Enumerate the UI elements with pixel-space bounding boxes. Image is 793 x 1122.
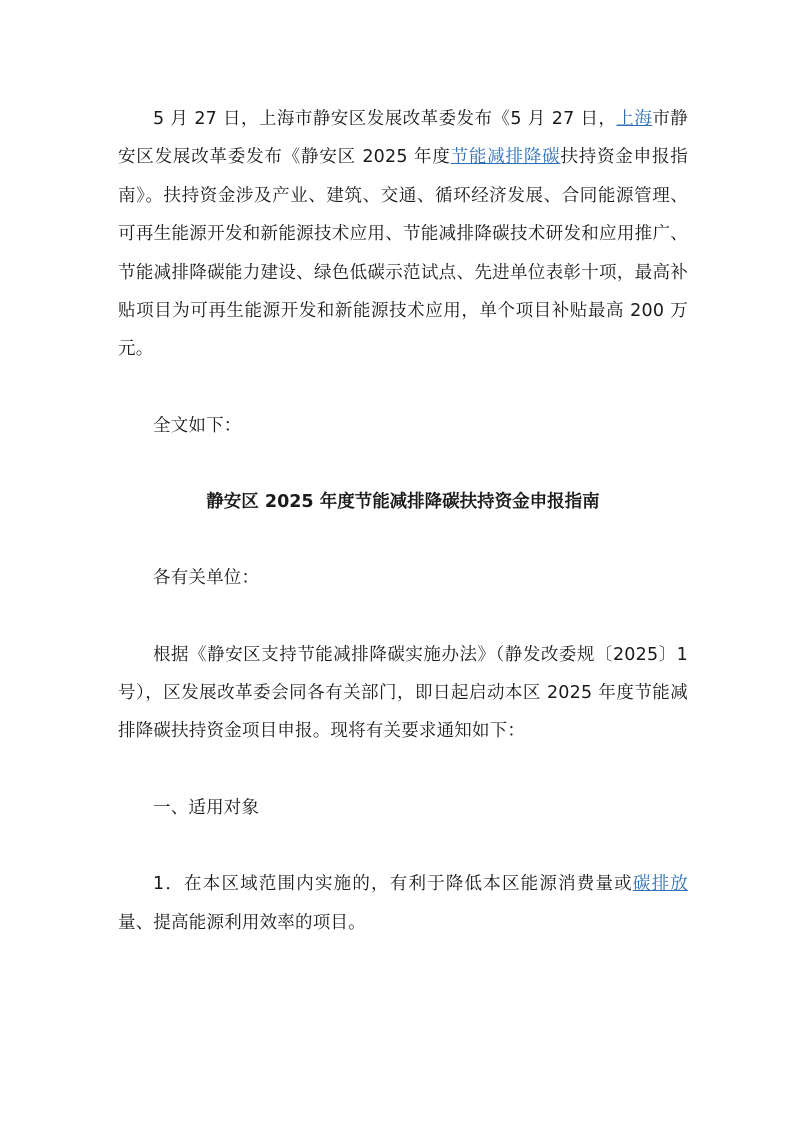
section-heading-1: 一、适用对象 <box>153 797 260 818</box>
spacer <box>118 521 688 559</box>
spacer <box>118 369 688 407</box>
link-shanghai[interactable]: 上海 <box>616 109 653 129</box>
list-item-1 <box>118 865 688 942</box>
spacer <box>118 445 688 483</box>
link-carbon-emission[interactable]: 碳排放 <box>632 874 688 895</box>
spacer <box>118 751 688 789</box>
link-energy-saving[interactable]: 节能减排降碳 <box>450 147 561 168</box>
intro-paragraph <box>118 100 688 369</box>
intro-text-a: 5 月 27 日，上海市静安区发展改革委发布《5 月 27 日， <box>153 109 617 129</box>
salutation: 各有关单位： <box>153 568 260 589</box>
spacer <box>118 827 688 865</box>
intro-text-c: 扶持资金申报指南》。扶持资金涉及产业、建筑、交通、循环经济发展、合同能源管理、可再生能源开发和新能源技术应用、节能减排降碳技术研发和应用推广、节能减排降碳能力建设、绿色低碳示范试点、先进单位表彰十项，最高补贴项目为可再生能源开发和新能源技术应用，单个项目补贴最高 200 万元。 <box>118 147 688 360</box>
intro-text-b: 市静安区发展改革委发布《静安区 2025 年度 <box>118 109 688 168</box>
document-page <box>118 100 688 942</box>
item1-text-b: 量、提高能源利用效率的项目。 <box>118 912 366 933</box>
item1-text-a: 1．在本区域范围内实施的，有利于降低本区能源消费量或 <box>153 874 633 895</box>
body-paragraph: 根据《静安区支持节能减排降碳实施办法》（静发改委规〔2025〕1 号），区发展改革委会同各有关部门，即日起启动本区 2025 年度节能减排降碳扶持资金项目申报。现将有关要求通知如下： <box>118 644 688 742</box>
fulltext-label: 全文如下： <box>153 415 242 436</box>
document-title: 静安区 2025 年度节能减排降碳扶持资金申报指南 <box>206 492 600 513</box>
spacer <box>118 598 688 636</box>
